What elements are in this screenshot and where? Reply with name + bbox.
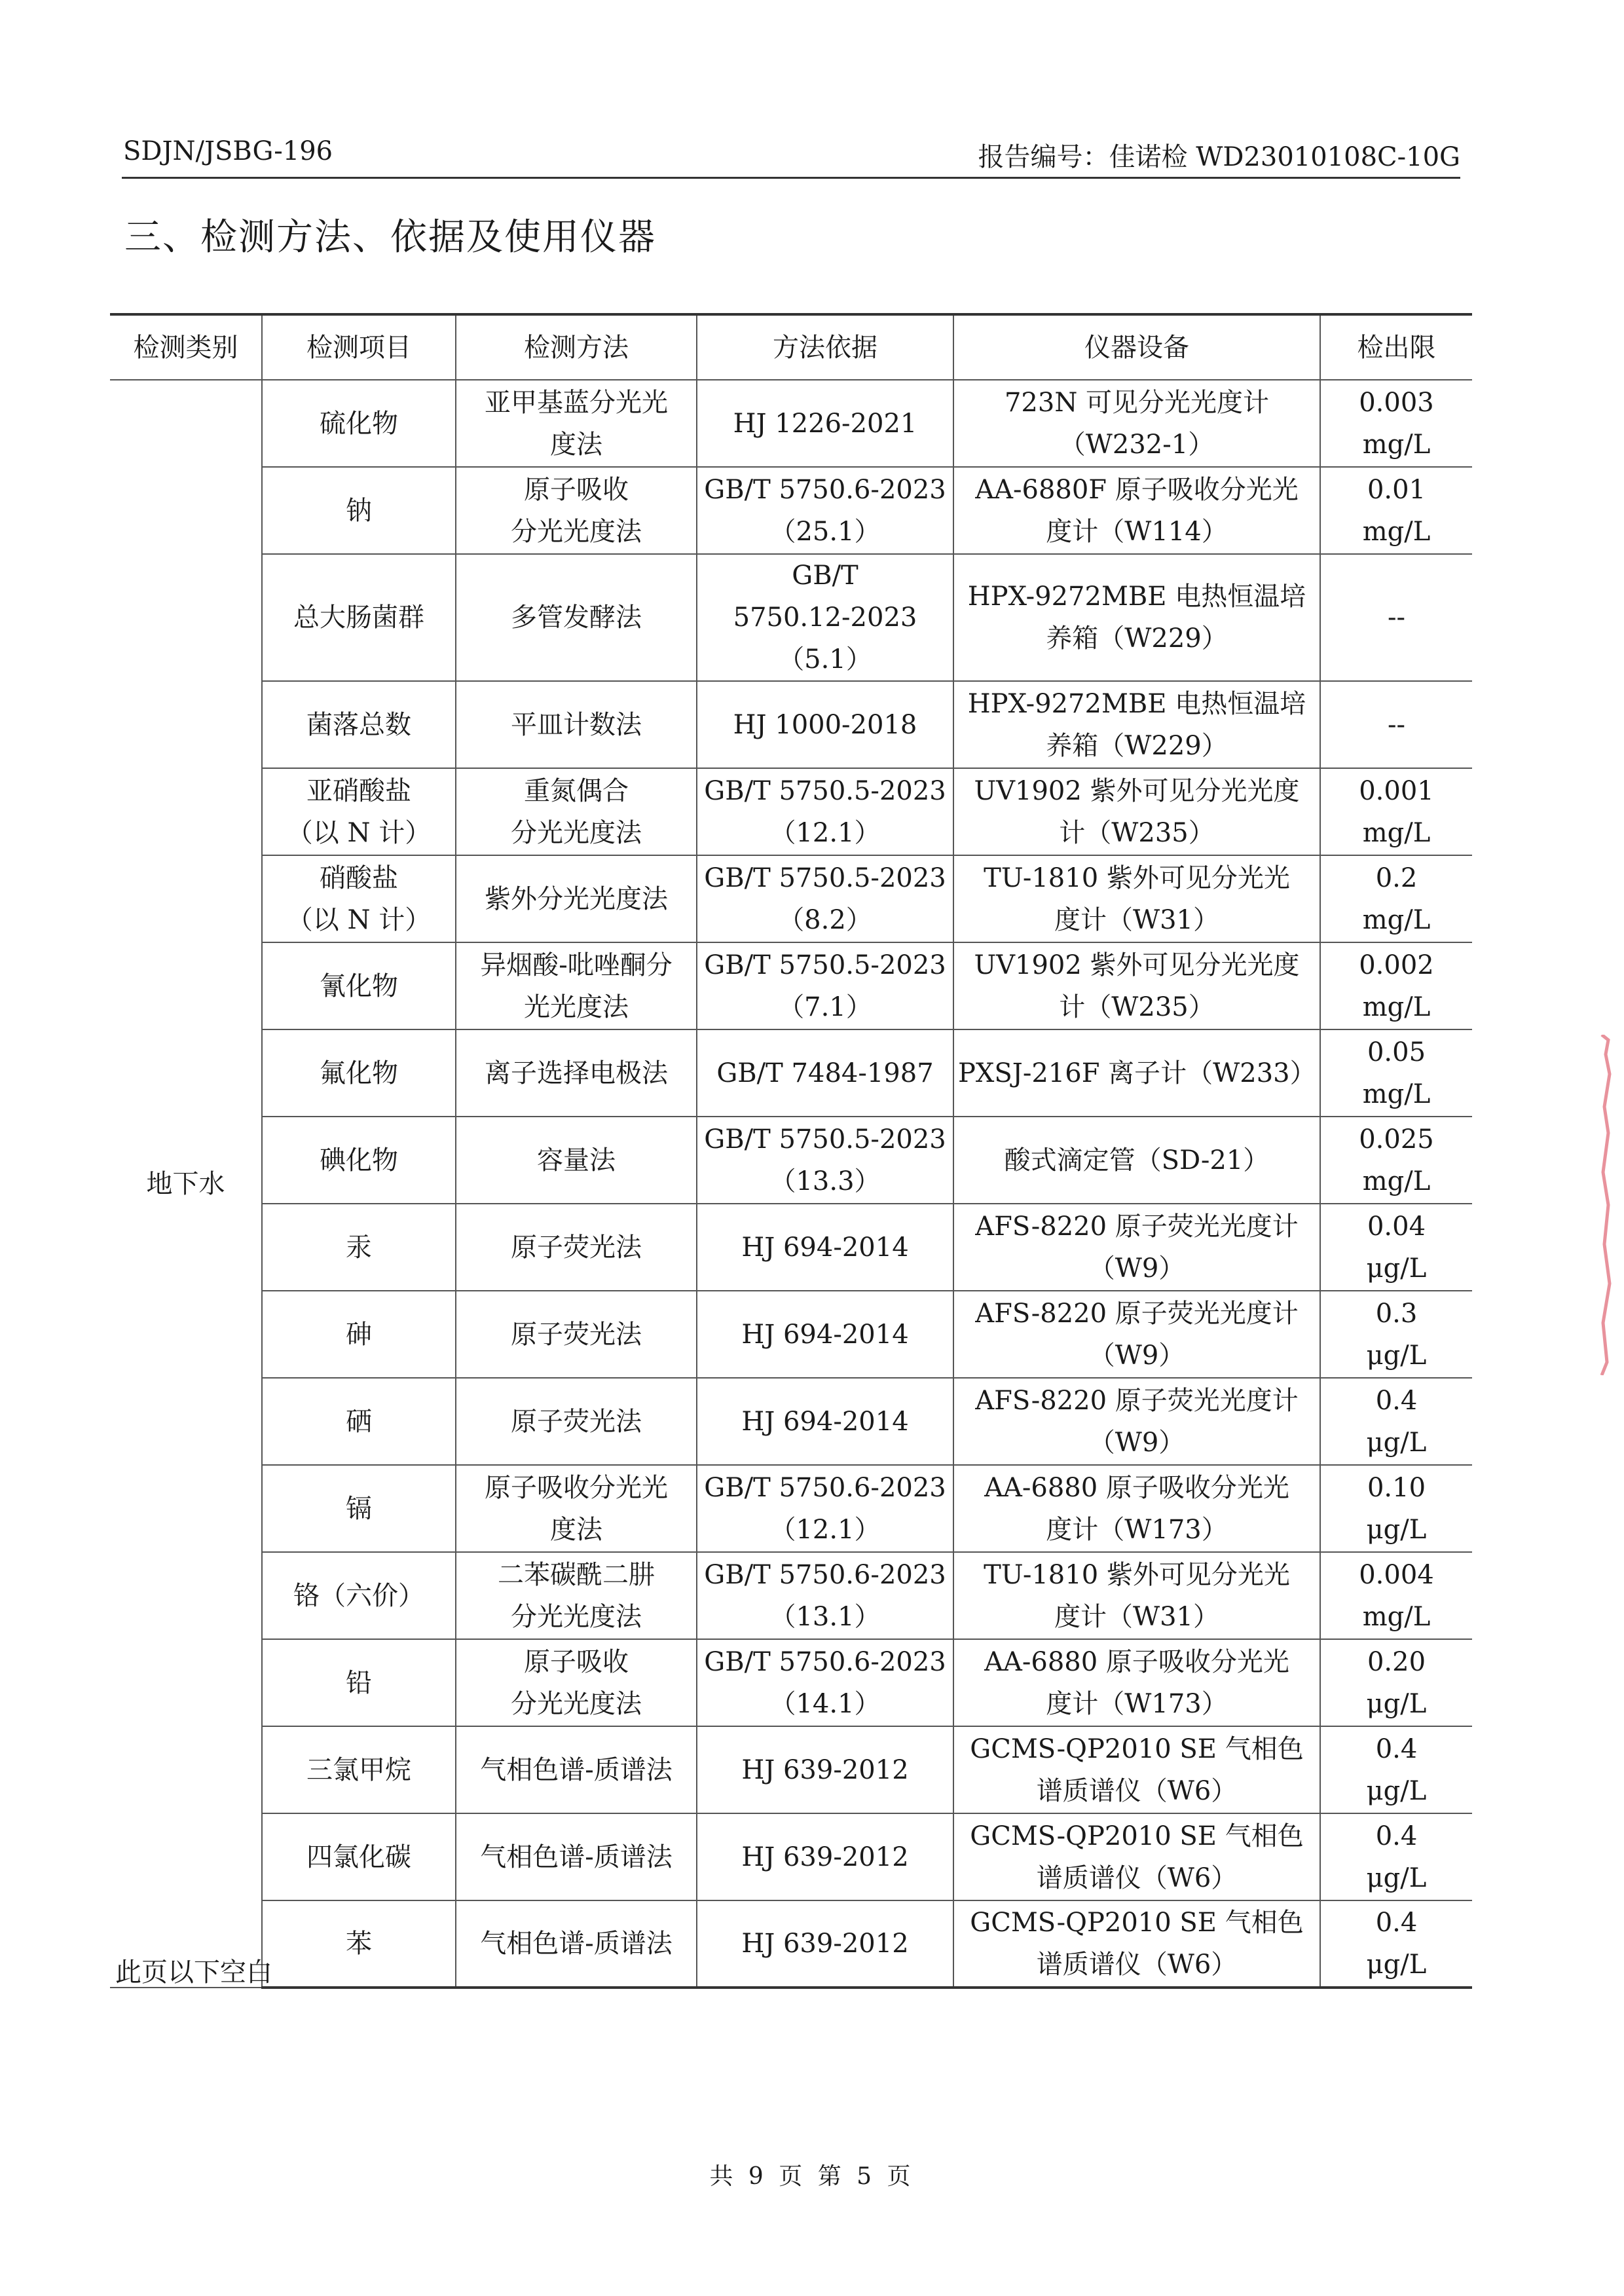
basis-cell — [697, 768, 953, 855]
basis-line: GB/T 5750.5-2023 — [704, 775, 946, 806]
limit-cell — [1320, 855, 1472, 942]
method-line: 异烟酸-吡唑酮分 — [480, 950, 673, 980]
method-line: 分光光度法 — [511, 1601, 642, 1632]
method-cell — [456, 1204, 697, 1291]
column-header-item: 检测项目 — [262, 314, 456, 380]
limit-line: 0.003 — [1359, 387, 1434, 418]
basis-line: GB/T 5750.6-2023 — [704, 1646, 946, 1677]
document-code: SDJN/JSBG-196 — [123, 136, 333, 166]
item-cell — [262, 1813, 456, 1900]
instrument-line: PXSJ-216F 离子计（W233） — [958, 1058, 1316, 1088]
item-cell — [262, 380, 456, 467]
limit-cell — [1320, 467, 1472, 554]
method-cell — [456, 1726, 697, 1813]
column-header-instrument: 仪器设备 — [953, 314, 1320, 380]
basis-cell — [697, 1552, 953, 1639]
limit-line: μg/L — [1366, 1340, 1427, 1371]
table-row — [110, 1029, 1472, 1117]
limit-cell — [1320, 1204, 1472, 1291]
instrument-line: （W232-1） — [1059, 429, 1215, 460]
basis-cell — [697, 942, 953, 1029]
instrument-line: 度计（W31） — [1054, 1601, 1219, 1632]
item-cell — [262, 1029, 456, 1117]
instrument-line: HPX-9272MBE 电热恒温培 — [967, 582, 1306, 612]
instrument-cell — [953, 1639, 1320, 1726]
limit-line: 0.20 — [1367, 1646, 1426, 1677]
limit-cell — [1320, 380, 1472, 467]
table-row — [110, 1552, 1472, 1639]
basis-line: 5750.12-2023（5.1） — [733, 602, 917, 675]
limit-cell — [1320, 1378, 1472, 1465]
limit-line: 0.001 — [1359, 775, 1434, 806]
item-cell — [262, 1117, 456, 1204]
instrument-line: AFS-8220 原子荧光光度计 — [975, 1385, 1299, 1416]
limit-line: mg/L — [1362, 429, 1431, 460]
instrument-cell — [953, 1900, 1320, 1988]
instrument-line: （W9） — [1088, 1340, 1185, 1371]
table-row — [110, 768, 1472, 855]
instrument-cell — [953, 1813, 1320, 1900]
item-line: 铬（六价） — [293, 1580, 424, 1611]
method-cell — [456, 855, 697, 942]
basis-line: GB/T 5750.6-2023 — [704, 1472, 946, 1503]
limit-line: μg/L — [1366, 1950, 1427, 1980]
table-row — [110, 1117, 1472, 1204]
method-line: 紫外分光光度法 — [485, 883, 668, 914]
limit-line: mg/L — [1362, 817, 1431, 848]
column-header-method: 检测方法 — [456, 314, 697, 380]
instrument-cell — [953, 554, 1320, 681]
table-row — [110, 942, 1472, 1029]
method-cell — [456, 681, 697, 768]
instrument-line: UV1902 紫外可见分光光度 — [974, 950, 1300, 980]
column-header-limit: 检出限 — [1320, 314, 1472, 380]
item-cell — [262, 467, 456, 554]
limit-line: 0.01 — [1367, 474, 1426, 505]
limit-cell — [1320, 1291, 1472, 1378]
basis-line: HJ 1000-2018 — [733, 709, 917, 740]
item-cell — [262, 554, 456, 681]
method-cell — [456, 1813, 697, 1900]
method-cell — [456, 554, 697, 681]
item-line: 碘化物 — [320, 1145, 398, 1176]
limit-line: 0.3 — [1375, 1298, 1418, 1329]
instrument-cell — [953, 380, 1320, 467]
instrument-line: 度计（W173） — [1046, 1688, 1228, 1719]
method-line: 度法 — [550, 429, 602, 460]
method-line: 气相色谱-质谱法 — [480, 1842, 673, 1872]
basis-line: GB/T 5750.6-2023 — [704, 474, 946, 505]
instrument-line: AA-6880 原子吸收分光光 — [984, 1646, 1289, 1677]
limit-line: 0.004 — [1359, 1559, 1434, 1590]
table-row — [110, 681, 1472, 768]
detection-methods-table — [110, 313, 1472, 1989]
method-line: 分光光度法 — [511, 516, 642, 547]
category-cell: 地下水 — [110, 380, 262, 1988]
limit-cell — [1320, 1639, 1472, 1726]
method-line: 平皿计数法 — [511, 709, 642, 740]
table-row — [110, 1291, 1472, 1378]
basis-cell — [697, 855, 953, 942]
method-line: 容量法 — [537, 1145, 616, 1176]
method-line: 分光光度法 — [511, 1688, 642, 1719]
limit-line: 0.10 — [1367, 1472, 1426, 1503]
method-cell — [456, 942, 697, 1029]
basis-cell — [697, 1726, 953, 1813]
table-row — [110, 1378, 1472, 1465]
basis-cell — [697, 1378, 953, 1465]
table-header-row — [110, 314, 1472, 380]
item-cell — [262, 1465, 456, 1552]
limit-line: 0.04 — [1367, 1211, 1426, 1242]
limit-line: 0.025 — [1359, 1124, 1434, 1155]
method-line: 光光度法 — [524, 991, 629, 1022]
item-line: 硫化物 — [320, 408, 398, 439]
item-cell — [262, 1378, 456, 1465]
method-line: 离子选择电极法 — [485, 1058, 668, 1088]
limit-cell — [1320, 1029, 1472, 1117]
table-row — [110, 1639, 1472, 1726]
item-line: 硝酸盐 — [320, 862, 398, 893]
instrument-line: 度计（W173） — [1046, 1514, 1228, 1545]
table-row — [110, 380, 1472, 467]
limit-line: mg/L — [1362, 1079, 1431, 1109]
basis-line: HJ 1226-2021 — [733, 408, 917, 439]
limit-cell — [1320, 681, 1472, 768]
basis-line: （7.1） — [778, 991, 872, 1022]
limit-line: μg/L — [1366, 1862, 1427, 1893]
instrument-cell — [953, 1378, 1320, 1465]
instrument-line: 计（W235） — [1059, 817, 1215, 848]
method-cell — [456, 1291, 697, 1378]
instrument-line: 养箱（W229） — [1046, 730, 1228, 761]
method-cell — [456, 1117, 697, 1204]
limit-cell — [1320, 1813, 1472, 1900]
instrument-cell — [953, 768, 1320, 855]
basis-line: HJ 694-2014 — [741, 1319, 909, 1350]
method-line: 重氮偶合 — [524, 775, 629, 806]
blank-page-note: 此页以下空白 — [115, 1957, 272, 1988]
instrument-cell — [953, 1291, 1320, 1378]
method-line: 度法 — [550, 1514, 602, 1545]
table-row — [110, 1465, 1472, 1552]
method-cell — [456, 380, 697, 467]
item-line: 四氯化碳 — [306, 1842, 411, 1872]
instrument-line: GCMS-QP2010 SE 气相色 — [970, 1733, 1304, 1764]
method-cell — [456, 1639, 697, 1726]
limit-cell — [1320, 1117, 1472, 1204]
method-line: 原子荧光法 — [511, 1406, 642, 1437]
instrument-cell — [953, 467, 1320, 554]
item-cell — [262, 1726, 456, 1813]
instrument-cell — [953, 1552, 1320, 1639]
item-line: 氰化物 — [320, 971, 398, 1001]
limit-line: 0.2 — [1375, 862, 1418, 893]
basis-cell — [697, 1029, 953, 1117]
basis-cell — [697, 1813, 953, 1900]
method-line: 气相色谱-质谱法 — [480, 1929, 673, 1959]
basis-cell — [697, 380, 953, 467]
limit-line: 0.4 — [1375, 1821, 1418, 1851]
table-row — [110, 1813, 1472, 1900]
table-body — [110, 380, 1472, 1988]
basis-line: HJ 639-2012 — [741, 1842, 909, 1872]
item-line: 汞 — [346, 1232, 372, 1263]
header-divider — [122, 177, 1460, 179]
method-line: 分光光度法 — [511, 817, 642, 848]
item-line: 砷 — [346, 1319, 372, 1350]
instrument-line: HPX-9272MBE 电热恒温培 — [967, 688, 1306, 719]
item-line: 镉 — [346, 1493, 372, 1524]
instrument-line: 计（W235） — [1059, 991, 1215, 1022]
limit-line: -- — [1387, 602, 1406, 633]
method-line: 原子荧光法 — [511, 1319, 642, 1350]
item-cell — [262, 942, 456, 1029]
basis-line: GB/T — [792, 561, 858, 591]
item-cell — [262, 855, 456, 942]
method-line: 原子吸收 — [524, 1646, 629, 1677]
instrument-cell — [953, 681, 1320, 768]
limit-line: μg/L — [1366, 1253, 1427, 1284]
basis-line: GB/T 5750.5-2023 — [704, 950, 946, 980]
item-line: 铅 — [346, 1667, 372, 1698]
limit-line: 0.4 — [1375, 1733, 1418, 1764]
method-line: 原子吸收分光光 — [485, 1472, 668, 1503]
item-cell — [262, 1204, 456, 1291]
basis-line: （8.2） — [778, 904, 872, 935]
limit-cell — [1320, 1465, 1472, 1552]
instrument-line: （W9） — [1088, 1427, 1185, 1458]
item-line: （以 N 计） — [286, 817, 432, 848]
instrument-line: 谱质谱仪（W6） — [1036, 1862, 1238, 1893]
item-line: 总大肠菌群 — [293, 602, 424, 633]
method-cell — [456, 1465, 697, 1552]
limit-line: mg/L — [1362, 516, 1431, 547]
instrument-line: 723N 可见分光光度计 — [1004, 387, 1270, 418]
item-line: （以 N 计） — [286, 904, 432, 935]
instrument-cell — [953, 1117, 1320, 1204]
instrument-cell — [953, 942, 1320, 1029]
limit-line: mg/L — [1362, 991, 1431, 1022]
instrument-cell — [953, 1029, 1320, 1117]
instrument-line: 养箱（W229） — [1046, 623, 1228, 654]
basis-line: （14.1） — [769, 1688, 881, 1719]
item-cell — [262, 681, 456, 768]
item-line: 亚硝酸盐 — [306, 775, 411, 806]
basis-line: （25.1） — [769, 516, 881, 547]
item-line: 钠 — [346, 495, 372, 526]
item-line: 苯 — [346, 1929, 372, 1959]
basis-cell — [697, 1291, 953, 1378]
limit-line: μg/L — [1366, 1688, 1427, 1719]
basis-cell — [697, 467, 953, 554]
table-row — [110, 1204, 1472, 1291]
basis-line: GB/T 7484-1987 — [716, 1058, 934, 1088]
instrument-cell — [953, 855, 1320, 942]
page-number: 共 9 页 第 5 页 — [709, 2163, 915, 2190]
basis-line: HJ 694-2014 — [741, 1232, 909, 1263]
item-cell — [262, 1552, 456, 1639]
method-cell — [456, 1552, 697, 1639]
instrument-line: GCMS-QP2010 SE 气相色 — [970, 1821, 1304, 1851]
limit-line: mg/L — [1362, 1601, 1431, 1632]
item-cell — [262, 1639, 456, 1726]
limit-line: mg/L — [1362, 904, 1431, 935]
basis-line: （13.1） — [769, 1601, 881, 1632]
instrument-line: AFS-8220 原子荧光光度计 — [975, 1211, 1299, 1242]
item-cell — [262, 1291, 456, 1378]
instrument-line: 度计（W114） — [1046, 516, 1228, 547]
limit-line: 0.4 — [1375, 1908, 1418, 1938]
basis-line: HJ 639-2012 — [741, 1754, 909, 1785]
basis-line: GB/T 5750.5-2023 — [704, 1124, 946, 1155]
basis-line: （13.3） — [769, 1166, 881, 1196]
column-header-basis: 方法依据 — [697, 314, 953, 380]
limit-line: 0.002 — [1359, 950, 1434, 980]
limit-line: 0.05 — [1367, 1037, 1426, 1067]
instrument-line: TU-1810 紫外可见分光光 — [984, 862, 1290, 893]
method-cell — [456, 1029, 697, 1117]
basis-cell — [697, 1204, 953, 1291]
item-line: 硒 — [346, 1406, 372, 1437]
instrument-line: GCMS-QP2010 SE 气相色 — [970, 1908, 1304, 1938]
instrument-line: AA-6880F 原子吸收分光光 — [975, 474, 1299, 505]
item-cell — [262, 768, 456, 855]
method-cell — [456, 467, 697, 554]
table-row — [110, 855, 1472, 942]
limit-line: mg/L — [1362, 1166, 1431, 1196]
instrument-line: AFS-8220 原子荧光光度计 — [975, 1298, 1299, 1329]
method-line: 原子吸收 — [524, 474, 629, 505]
limit-line: μg/L — [1366, 1775, 1427, 1806]
basis-cell — [697, 1465, 953, 1552]
limit-line: 0.4 — [1375, 1385, 1418, 1416]
table-row — [110, 1726, 1472, 1813]
basis-line: HJ 694-2014 — [741, 1406, 909, 1437]
method-cell — [456, 768, 697, 855]
instrument-line: AA-6880 原子吸收分光光 — [984, 1472, 1289, 1503]
item-cell — [262, 1900, 456, 1988]
method-line: 二苯碳酰二肼 — [498, 1559, 655, 1590]
basis-line: GB/T 5750.5-2023 — [704, 862, 946, 893]
method-line: 亚甲基蓝分光光 — [485, 387, 668, 418]
method-cell — [456, 1900, 697, 1988]
item-line: 菌落总数 — [306, 709, 411, 740]
section-title: 三、检测方法、依据及使用仪器 — [124, 216, 656, 259]
report-number: 报告编号：佳诺检 WD23010108C-10G — [978, 142, 1460, 172]
instrument-cell — [953, 1726, 1320, 1813]
basis-line: （12.1） — [769, 1514, 881, 1545]
limit-line: μg/L — [1366, 1427, 1427, 1458]
method-line: 原子荧光法 — [511, 1232, 642, 1263]
instrument-cell — [953, 1465, 1320, 1552]
limit-cell — [1320, 1900, 1472, 1988]
limit-cell — [1320, 554, 1472, 681]
instrument-line: TU-1810 紫外可见分光光 — [984, 1559, 1290, 1590]
limit-cell — [1320, 1726, 1472, 1813]
basis-line: HJ 639-2012 — [741, 1929, 909, 1959]
table-row — [110, 467, 1472, 554]
instrument-line: 谱质谱仪（W6） — [1036, 1775, 1238, 1806]
basis-line: GB/T 5750.6-2023 — [704, 1559, 946, 1590]
item-line: 氟化物 — [320, 1058, 398, 1088]
basis-cell — [697, 681, 953, 768]
limit-line: -- — [1387, 709, 1406, 740]
instrument-line: 酸式滴定管（SD-21） — [1004, 1145, 1270, 1176]
method-cell — [456, 1378, 697, 1465]
basis-cell — [697, 1117, 953, 1204]
instrument-line: UV1902 紫外可见分光光度 — [974, 775, 1300, 806]
instrument-line: 度计（W31） — [1054, 904, 1219, 935]
basis-cell — [697, 554, 953, 681]
table-row — [110, 554, 1472, 681]
limit-cell — [1320, 1552, 1472, 1639]
table-row — [110, 1900, 1472, 1988]
basis-cell — [697, 1900, 953, 1988]
instrument-line: 谱质谱仪（W6） — [1036, 1950, 1238, 1980]
column-header-category: 检测类别 — [110, 314, 262, 380]
method-line: 气相色谱-质谱法 — [480, 1754, 673, 1785]
limit-cell — [1320, 942, 1472, 1029]
item-line: 三氯甲烷 — [306, 1754, 411, 1785]
instrument-line: （W9） — [1088, 1253, 1185, 1284]
basis-cell — [697, 1639, 953, 1726]
instrument-cell — [953, 1204, 1320, 1291]
method-line: 多管发酵法 — [511, 602, 642, 633]
limit-line: μg/L — [1366, 1514, 1427, 1545]
seal-edge-mark — [1589, 1035, 1612, 1375]
limit-cell — [1320, 768, 1472, 855]
basis-line: （12.1） — [769, 817, 881, 848]
